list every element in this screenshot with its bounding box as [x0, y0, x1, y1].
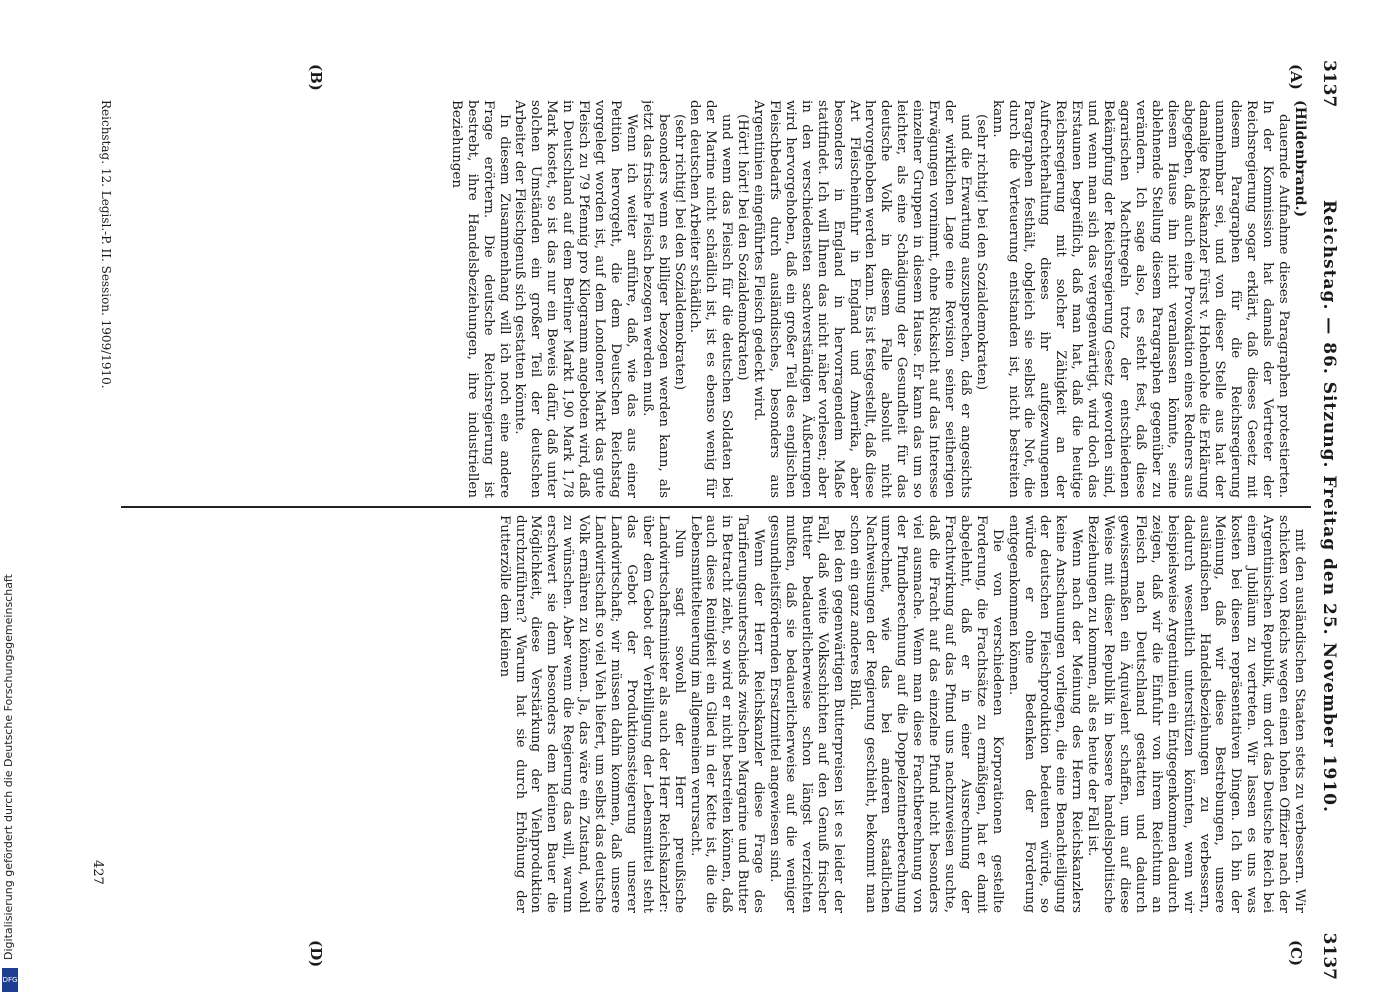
- paragraph: mit den ausländischen Staaten stets zu verbessern. Wir schicken von Reichs wegen einen hohen Offizier nach der Argentinischen Republik, um dort das Deutsche Reich bei einem Jubiläum zu vertreten. Wir lassen es uns was kosten bei diesen repräsentativen Dingen. Ich bin der Meinung, daß wir diese Bestrebungen, unsere ausländischen Handelsbeziehungen zu verbessern, dadurch wesentlich unterstützen könnten, wenn wir beispielsweise Argentinien ein Entgegenkommen dadurch zeigen, daß wir die Einfuhr von ihrem Reichtum an Fleisch nach Deutschland gestatten und dadurch gewissermaßen ein Äquivalent schaffen, um auf diese Weise mit dieser Republik in bessere handelspolitische Beziehungen zu kommen, als es heute der Fall ist.: [1085, 515, 1307, 913]
- dfg-logo-icon: [2, 968, 18, 992]
- footer-publication-info: Reichstag. 12. Legisl.-P. II. Session. 1909/1910.: [99, 100, 113, 389]
- margin-marker-c: (C): [1287, 940, 1305, 967]
- margin-marker-a: (A): [1287, 64, 1305, 90]
- column-divider: [121, 506, 1311, 508]
- paragraph: und wenn das Fleisch für die deutschen Soldaten bei der Marine nicht schädlich ist, ist es ebenso wenig für den deutschen Arbeiter schädlich.: [687, 100, 735, 498]
- margin-marker-b: (B): [307, 64, 325, 91]
- margin-marker-d: (D): [307, 940, 325, 968]
- paragraph: Bei den gegenwärtigen Butterpreisen ist es leider der Fall, daß weite Volksschichten auf den Genuß frischer Butter bedauerlicherweise schon längst verzichten mußten, daß sie bedauerlicherweise auf die weniger gesundheitsfördernden Ersatzmittel angewiesen sind.: [767, 515, 846, 913]
- paragraph: Die von verschiedenen Korporationen gestellte Forderung, die Frachtsätze zu ermäßigen, hat er damit abgelehnt, daß er in einer Ausrechnung der Frachtwirkung auf das Pfund uns nachzuweisen suchte, daß die Fracht auf das einzelne Pfund nicht besonders viel ausmache. Wenn man diese Frachtberechnung von der Pfundberechnung auf die Doppelzentnerberechnung umrechnet, wie das bei anderen staatlichen Nachweisungen der Regierung geschieht, bekommt man schon ein ganz anderes Bild.: [846, 515, 1005, 913]
- footer-page-count: 427: [90, 860, 105, 885]
- speaker-name: (Hildenbrand.): [1292, 100, 1308, 218]
- paragraph: dauernde Aufnahme dieses Paragraphen protestierten. In der Kommission hat damals der Vertreter der Reichsregierung sogar erklärt, daß dieses Gesetz mit diesem Paragraphen für die Reichsregierung unannehmbar sei, und von dieser Stelle aus hat der damalige Reichskanzler Fürst v. Hohenlohe die Erklärung abgegeben, daß auch eine Provokation eines Redners aus diesem Hause ihn nicht veranlassen könnte, seine ablehnende Stellung diesem Paragraphen gegenüber zu verändern. Ich sage also, es steht fest, daß diese agrarischen Machtregeln trotz der entschiedenen Bekämpfung der Reichsregierung Gesetz geworden sind, und wenn man sich das vergegenwärtigt, wird doch das Erstaunen begreiflich, daß man hat, daß die heutige Reichsregierung mit solcher Zähigkeit an der Aufrechterhaltung dieses ihr aufgezwungenen Paragraphen festhält, obgleich sie selbst die Not, die durch die Verteuerung entstanden ist, nicht bestreiten kann.: [989, 100, 1291, 498]
- digitization-note: Digitalisierung gefördert durch die Deutsche Forschungsgemeinschaft: [2, 574, 15, 960]
- interjection: (sehr richtig! bei den Sozialdemokraten): [671, 114, 687, 391]
- paragraph: Wenn der Herr Reichskanzler diese Frage des Tarifierungsunterschieds zwischen Margarine und Butter in Betracht zieht, so wird er nicht bestreiten können, daß auch diese Reinigkeit ein Glied in der Kette ist, die die Lebensmittelteuerung im allgemeinen verursacht.: [687, 515, 767, 913]
- running-head: Reichstag. — 86. Sitzung. Freitag den 25. November 1910.: [1319, 200, 1339, 813]
- paragraph: Nun sagt sowohl der Herr preußische Landwirtschaftsminister als auch der Herr Reichskanzler: über dem Gebot der Verbilligung der Lebensmittel steht das Gebot der Produktionssteigerung unserer Landwirtschaft; wir müssen dahin kommen, daß unsere Landwirtschaft so viel Vieh liefert, um selbst das deutsche Volk ernähren zu können. Ja, das wäre ein Zustand, wohl zu wünschen. Aber wenn die Regierung das will, warum erschwert sie denn besonders dem kleinen Bauer die Möglichkeit, diese Verstärkung der Viehproduktion durchzuführen? Warum hat sie durch Erhöhung der Futterzölle dem kleinen: [496, 515, 687, 913]
- page-number-right: 3137: [1319, 932, 1339, 980]
- dfg-logo-text: DFG: [2, 976, 18, 984]
- paragraph: und die Erwartung auszusprechen, daß er angesichts der wirklichen Lage eine Revision seiner seitherigen Erwägungen vornimmt, ohne Rücksicht auf das Interesse einzelner Gruppen in diesem Hause. Er kann das um so leichter, als eine Schädigung der Gesundheit für das deutsche Volk in diesem Falle absolut nicht hervorgehoben werden kann. Es ist festgestellt, daß diese Art Fleischeinfuhr in England und Amerika, aber besonders in England in hervorragendem Maße stattfindet. Ich will Ihnen das nicht näher vorlesen; aber in den verschiedensten sachverständigen Äußerungen wird hervorgehoben, daß ein großer Teil des englischen Fleischbedarfs durch ausländisches, besonders aus Argentinien eingeführtes Fleisch gedeckt wird.: [751, 100, 973, 498]
- interjection: (Hört! hört! bei den Sozialdemokraten): [735, 114, 751, 381]
- page-number-left: 3137: [1319, 60, 1339, 108]
- left-column: [121, 100, 1291, 498]
- paragraph: In diesem Zusammenhang will ich noch eine andere Frage erörtern. Die deutsche Reichsregierung ist bestrebt, ihre Handelsbeziehungen, ihre industriellen Beziehungen: [448, 100, 512, 498]
- paragraph: Wenn ich weiter anführe, daß, wie das aus einer Petition hervorgeht, die dem Deutschen Reichstag vorgelegt worden ist, auf dem Londoner Markt das gute Fleisch zu 79 Pfennig pro Kilogramm angeboten wird, daß in Deutschland auf dem Berliner Markt 1,90 Mark 1,78 Mark kostet, so ist das nur ein Beweis dafür, daß unter solchen Umständen ein großer Teil der deutschen Arbeiter der Fleischgenuß sich gestatten könnte.: [512, 100, 639, 498]
- right-column: [121, 515, 1307, 913]
- interjection: (sehr richtig! bei den Sozialdemokraten): [973, 114, 989, 391]
- paragraph: besonders wenn es billiger bezogen werden kann, als jetzt das frische Fleisch bezogen werden muß.: [639, 100, 671, 498]
- page-header: [1317, 60, 1339, 980]
- paragraph: Wenn nach der Meinung des Herrn Reichskanzlers keine Anschauungen vorliegen, die eine Benachteiligung der deutschen Fleischproduktion bedeuten würde, so würde er ohne Bedenken der Forderung entgegenkommen können.: [1005, 515, 1085, 913]
